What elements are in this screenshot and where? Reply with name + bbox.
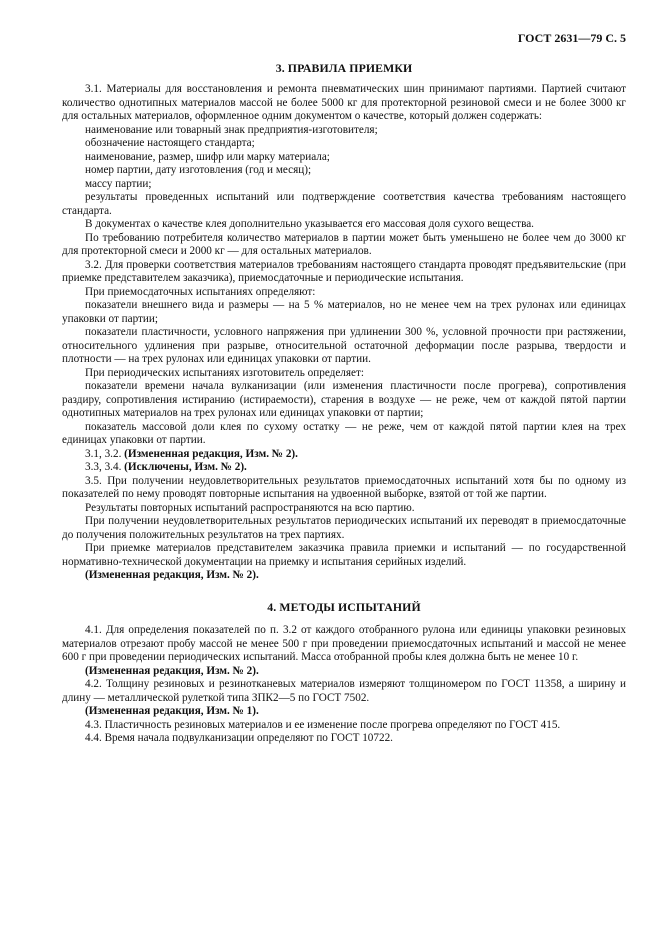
amendment-note <box>62 448 626 462</box>
paragraph-4-2: 4.2. Толщину резиновых и резинотканевых материалов измеряют толщиномером по ГОСТ 11358, а ширину и длину — металлической рулеткой типа ЗПК2—5 по ГОСТ 7502. <box>62 678 626 704</box>
paragraph-4-1: 4.1. Для определения показателей по п. 3.2 от каждого отобранного рулона или единицы упаковки резиновых материалов отрезают пробу массой не менее 500 г при проведении приемосдаточных испытаний и массой не менее 600 г при проведении периодических испытаний. Масса отобранной пробы клея должна быть не менее 10 г. <box>62 624 626 663</box>
paragraph-3-2: 3.2. Для проверки соответствия материалов требованиям настоящего стандарта проводят предъявительские (при приемке представителем заказчика), приемосдаточные и периодические испытания. <box>62 258 626 284</box>
section-3-title: 3. ПРАВИЛА ПРИЕМКИ <box>275 60 413 75</box>
paragraph: При получении неудовлетворительных результатов периодических испытаний их переводят в приемосдаточные до получения положительных результатов на трех партиях. <box>62 515 626 541</box>
note-text: (Измененная редакция, Изм. № 2). <box>124 447 298 460</box>
paragraph-4-4: 4.4. Время начала подвулканизации определяют по ГОСТ 10722. <box>85 732 393 744</box>
list-item: массу партии; <box>85 177 152 190</box>
list-item: показатель массовой доли клея по сухому остатку — не реже, чем от каждой пятой партии клея на трех единицах упаковки от партии. <box>62 420 626 446</box>
running-head: ГОСТ 2631—79 С. 5 <box>517 31 626 45</box>
list-item: показатели времени начала вулканизации (или изменения пластичности после прогрева), сопротивления раздиру, сопротивления истиранию (истираемости), старения в воздухе — не реже, чем от каждой пятой партии однотипных материалов на трех рулонах или единицах упаковки от партии; <box>62 380 626 419</box>
section-3-body <box>62 83 626 583</box>
paragraph: При приемке материалов представителем заказчика правила приемки и испытаний — по государственной нормативно-технической документации на приемку и испытания серийных изделий. <box>62 542 626 568</box>
paragraph: При периодических испытаниях изготовитель определяет: <box>85 366 364 379</box>
paragraph-3-1: 3.1. Материалы для восстановления и ремонта пневматических шин принимают партиями. Партией считают количество однотипных материалов массой не более 5000 кг для протекторной резиновой смеси и не более 3000 кг для остальных материалов, оформленное одним документом о качестве, который должен содержать: <box>62 83 626 122</box>
amendment-note: (Измененная редакция, Изм. № 2). <box>85 569 259 581</box>
list-item: номер партии, дату изготовления (год и месяц); <box>85 164 312 176</box>
list-item: обозначение настоящего стандарта; <box>85 137 255 149</box>
section-4-body <box>62 624 626 746</box>
list-item: показатели пластичности, условного напряжения при удлинении 300 %, условной прочности при растяжении, относительного удлинения при разрыве, относительной остаточной деформации после разрыва, твердости и плотности — на трех рулонах или единицах упаковки от партии. <box>62 326 626 365</box>
list-item: результаты проведенных испытаний или подтверждение соответствия качества требованиям настоящего стандарта. <box>62 191 626 217</box>
note-ref: 3.1, 3.2. <box>85 447 125 460</box>
paragraph: В документах о качестве клея дополнительно указывается его массовая доля сухого вещества. <box>85 218 534 230</box>
document-page <box>62 30 626 746</box>
amendment-note: (Измененная редакция, Изм. № 1). <box>85 705 259 717</box>
paragraph: Результаты повторных испытаний распространяются на всю партию. <box>85 501 415 514</box>
paragraph-4-3: 4.3. Пластичность резиновых материалов и ее изменение после прогрева определяют по ГОСТ 415. <box>85 718 561 731</box>
paragraph-3-5: 3.5. При получении неудовлетворительных результатов приемосдаточных испытаний хотя бы по одному из показателей по нему проводят повторные испытания на удвоенной выборке, взятой от той же партии. <box>62 474 626 500</box>
paragraph: По требованию потребителя количество материалов в партии может быть уменьшено не более чем до 3000 кг для протекторной смеси и 2000 кг — для остальных материалов. <box>62 231 626 257</box>
list-item: наименование, размер, шифр или марку материала; <box>85 150 330 163</box>
section-4-title: 4. МЕТОДЫ ИСПЫТАНИЙ <box>267 599 421 614</box>
amendment-note: (Измененная редакция, Изм. № 2). <box>85 664 259 677</box>
list-item: показатели внешнего вида и размеры — на 5 % материалов, но не менее чем на трех рулонах или единицах упаковки от партии; <box>62 299 626 325</box>
list-item: наименование или товарный знак предприятия-изготовителя; <box>85 123 378 136</box>
note-text: (Исключены, Изм. № 2). <box>124 461 247 473</box>
amendment-note <box>62 461 626 475</box>
paragraph: При приемосдаточных испытаниях определяют: <box>85 285 316 298</box>
note-ref: 3.3, 3.4. <box>85 461 125 473</box>
